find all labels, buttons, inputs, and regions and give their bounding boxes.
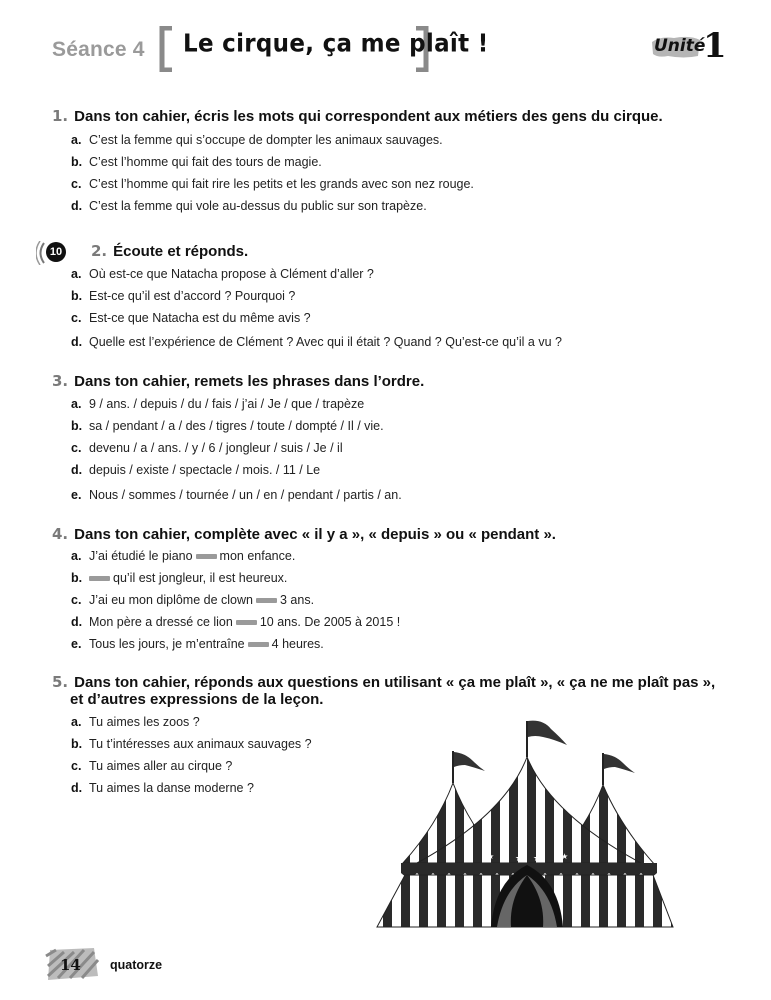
item-letter: d. [71, 781, 83, 795]
svg-text:★: ★ [487, 852, 495, 861]
page-number: 14 [60, 956, 81, 974]
exercise-instruction: Dans ton cahier, remets les phrases dans l’ordre. [74, 373, 425, 390]
exercise-number: 3. [52, 372, 69, 390]
item-letter: e. [71, 488, 82, 502]
item-text: Tu aimes la danse moderne ? [89, 781, 254, 795]
item-text: 9 / ans. / depuis / du / fais / j’ai / Je / que / trapèze [89, 397, 365, 411]
blank-gap [196, 554, 217, 559]
item-letter: d. [71, 615, 83, 629]
item-letter: b. [71, 571, 83, 585]
exercise-number: 5. [52, 673, 69, 691]
item-text: Où est-ce que Natacha propose à Clément d’aller ? [89, 267, 374, 281]
svg-text:★: ★ [561, 852, 569, 861]
list-item [71, 267, 374, 281]
item-text: Tu t’intéresses aux animaux sauvages ? [89, 737, 312, 751]
list-item [71, 289, 295, 303]
list-item [71, 549, 295, 563]
item-letter: c. [71, 311, 82, 325]
item-text: devenu / a / ans. / y / 6 / jongleur / suis / Je / il [89, 441, 343, 455]
item-letter: a. [71, 133, 82, 147]
item-text: Quelle est l’expérience de Clément ? Avec qui il était ? Quand ? Qu’est-ce qu’il a vu ? [89, 335, 562, 349]
item-letter: d. [71, 335, 83, 349]
item-text: Tu aimes aller au cirque ? [89, 759, 233, 773]
item-text: Est-ce que Natacha est du même avis ? [89, 311, 311, 325]
exercise-instruction: Écoute et réponds. [113, 243, 249, 260]
item-letter: b. [71, 737, 83, 751]
exercise-2-heading [91, 242, 248, 260]
item-letter: c. [71, 441, 82, 455]
exercise-5-heading [52, 673, 715, 691]
exercise-number: 2. [91, 242, 108, 260]
item-text: Est-ce qu’il est d’accord ? Pourquoi ? [89, 289, 296, 303]
list-item [71, 311, 311, 325]
list-item [71, 571, 287, 585]
item-letter: a. [71, 715, 82, 729]
list-item [71, 441, 343, 455]
list-item [71, 133, 443, 147]
item-text-after: 3 ans. [279, 593, 315, 607]
list-item [71, 737, 312, 751]
blank-gap [256, 598, 277, 603]
list-item [71, 419, 384, 433]
item-text-after: mon enfance. [219, 549, 296, 563]
list-item [71, 177, 474, 191]
item-text: sa / pendant / a / des / tigres / toute / dompté / Il / vie. [89, 419, 384, 433]
item-letter: c. [71, 593, 82, 607]
list-item [71, 335, 562, 349]
item-letter: a. [71, 267, 82, 281]
unite-number: 1 [703, 26, 727, 66]
exercise-instruction: Dans ton cahier, écris les mots qui correspondent aux métiers des gens du cirque. [74, 108, 663, 125]
unite-label: Unité [654, 36, 706, 56]
exercise-4-heading [52, 525, 556, 543]
list-item [71, 155, 322, 169]
exercise-instruction: Dans ton cahier, complète avec « il y a », « depuis » ou « pendant ». [74, 526, 556, 543]
item-text-before: J’ai eu mon diplôme de clown [89, 593, 253, 607]
item-text-before: Mon père a dressé ce lion [89, 615, 233, 629]
blank-gap [248, 642, 269, 647]
list-item [71, 463, 320, 477]
list-item [71, 781, 254, 795]
circus-tent-icon [365, 715, 685, 931]
item-text: C’est l’homme qui fait rire les petits et les grands avec son nez rouge. [89, 177, 474, 191]
item-letter: b. [71, 289, 83, 303]
item-text: C’est l’homme qui fait des tours de magie. [89, 155, 322, 169]
item-letter: d. [71, 199, 83, 213]
item-text: Tu aimes les zoos ? [89, 715, 200, 729]
exercise-instruction: Dans ton cahier, réponds aux questions en utilisant « ça me plaît », « ça ne me plaît pas », [74, 674, 716, 691]
list-item [71, 637, 324, 651]
item-letter: a. [71, 397, 82, 411]
page-title: Le cirque, ça me plaît ! [183, 29, 489, 59]
audio-track-number[interactable]: 10 [46, 242, 66, 262]
item-letter: b. [71, 155, 83, 169]
exercise-1-heading [52, 107, 663, 125]
page-number-word: quatorze [110, 958, 163, 972]
list-item [71, 759, 232, 773]
exercise-number: 4. [52, 525, 69, 543]
item-text: Nous / sommes / tournée / un / en / pendant / partis / an. [89, 488, 402, 502]
item-letter: c. [71, 759, 82, 773]
list-item [71, 615, 400, 629]
list-item [71, 199, 427, 213]
item-text-before: Tous les jours, je m’entraîne [89, 637, 245, 651]
item-text-after: 10 ans. De 2005 à 2015 ! [259, 615, 401, 629]
item-text-after: 4 heures. [271, 637, 324, 651]
svg-text:★: ★ [533, 854, 542, 864]
seance-label: Séance 4 [52, 38, 145, 61]
item-letter: e. [71, 637, 82, 651]
item-letter: b. [71, 419, 83, 433]
blank-gap [236, 620, 257, 625]
item-letter: d. [71, 463, 83, 477]
svg-text:★: ★ [515, 854, 524, 864]
list-item [71, 488, 402, 502]
item-text: depuis / existe / spectacle / mois. / 11 / Le [89, 463, 321, 477]
list-item [71, 593, 314, 607]
list-item [71, 715, 200, 729]
blank-gap [89, 576, 110, 581]
item-text-after: qu’il est jongleur, il est heureux. [113, 571, 288, 585]
item-text: C’est la femme qui s’occupe de dompter les animaux sauvages. [89, 133, 443, 147]
item-text: C’est la femme qui vole au-dessus du public sur son trapèze. [89, 199, 427, 213]
exercise-5-instruction-line2: et d’autres expressions de la leçon. [70, 691, 324, 708]
item-letter: c. [71, 177, 82, 191]
item-letter: a. [71, 549, 82, 563]
item-text-before: J’ai étudié le piano [89, 549, 193, 563]
list-item [71, 397, 364, 411]
exercise-3-heading [52, 372, 424, 390]
exercise-number: 1. [52, 107, 69, 125]
